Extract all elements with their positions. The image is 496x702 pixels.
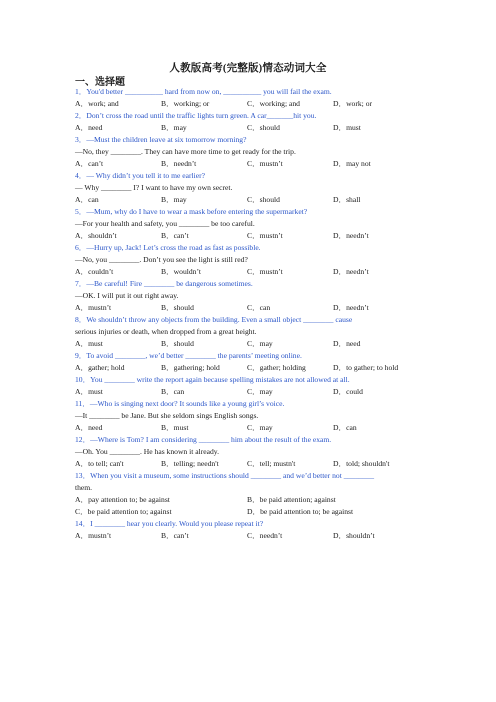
- answer-option: D．must: [333, 123, 361, 132]
- answer-option: D．be paid attention to; be against: [247, 507, 354, 516]
- answer-option: C．gather; holding: [247, 363, 306, 372]
- options-row: [75, 458, 425, 470]
- question-stem: 10．You ________ write the report again because spelling mistakes are not allowed at all.: [75, 375, 350, 384]
- options-row: [75, 122, 425, 134]
- answer-option: D．work; or: [333, 99, 373, 108]
- answer-option: B．telling; needn't: [161, 459, 219, 468]
- question-line: —OK. I will put it out right away.: [75, 291, 179, 300]
- options-row: [75, 506, 425, 518]
- answer-option: B．can’t: [161, 231, 189, 240]
- options-row: [75, 158, 425, 170]
- answer-option: D．need: [333, 339, 361, 348]
- answer-option: D．needn’t: [333, 231, 369, 240]
- answer-option: C．mustn’t: [247, 267, 283, 276]
- answer-option: C．may: [247, 339, 273, 348]
- question-line: —It ________ be Jane. But she seldom sings English songs.: [75, 411, 259, 420]
- answer-option: B．must: [161, 423, 189, 432]
- answer-option: A．must: [75, 339, 103, 348]
- answer-option: C．working; and: [247, 99, 300, 108]
- answer-option: D．could: [333, 387, 363, 396]
- answer-option: C．mustn’t: [247, 159, 283, 168]
- options-row: [75, 338, 425, 350]
- answer-option: D．told; shouldn't: [333, 459, 390, 468]
- options-row: [75, 494, 425, 506]
- answer-option: D．needn’t: [333, 267, 369, 276]
- answer-option: A．pay attention to; be against: [75, 495, 170, 504]
- question-line: —Oh. You ________. He has known it already.: [75, 447, 219, 456]
- answer-option: D．to gather; to hold: [333, 363, 399, 372]
- page-title: 人教版高考(完整版)情态动词大全: [169, 63, 327, 74]
- question-stem: 1．You'd better __________ hard from now on, __________ you will fail the exam.: [75, 87, 332, 96]
- answer-option: C．may: [247, 423, 273, 432]
- question-stem: 11．—Who is singing next door? It sounds like a young girl’s voice.: [75, 399, 285, 408]
- answer-option: C．may: [247, 387, 273, 396]
- answer-option: D．shall: [333, 195, 361, 204]
- answer-option: C．can: [247, 303, 271, 312]
- answer-option: A．work; and: [75, 99, 119, 108]
- question-stem: 7．—Be careful! Fire ________ be dangerous sometimes.: [75, 279, 253, 288]
- question-line: —No, you ________. Don’t you see the light is still red?: [75, 255, 248, 264]
- answer-option: C．should: [247, 123, 280, 132]
- question-stem: 3．—Must the children leave at six tomorrow morning?: [75, 135, 247, 144]
- question-stem: 4．— Why didn’t you tell it to me earlier?: [75, 171, 206, 180]
- answer-option: C．tell; mustn't: [247, 459, 296, 468]
- answer-option: B．can’t: [161, 531, 189, 540]
- answer-option: C．mustn’t: [247, 231, 283, 240]
- answer-option: C．needn’t: [247, 531, 283, 540]
- answer-option: A．must: [75, 387, 103, 396]
- answer-option: A．need: [75, 123, 103, 132]
- answer-option: A．can’t: [75, 159, 104, 168]
- answer-option: B．wouldn’t: [161, 267, 201, 276]
- answer-option: A．gather; hold: [75, 363, 125, 372]
- options-row: [75, 386, 425, 398]
- answer-option: B．should: [161, 303, 194, 312]
- answer-option: D．needn’t: [333, 303, 369, 312]
- options-row: [75, 98, 425, 110]
- question-stem: 13．When you visit a museum, some instructions should ________ and we’d better not ________: [75, 471, 375, 480]
- options-row: [75, 194, 425, 206]
- question-line: them.: [75, 483, 93, 492]
- answer-option: B．working; or: [161, 99, 210, 108]
- answer-option: A．need: [75, 423, 103, 432]
- answer-option: C．be paid attention to; against: [75, 507, 172, 516]
- options-row: [75, 530, 425, 542]
- answer-option: B．needn’t: [161, 159, 197, 168]
- answer-option: A．couldn’t: [75, 267, 114, 276]
- options-row: [75, 362, 425, 374]
- answer-option: A．mustn’t: [75, 531, 112, 540]
- answer-option: A．shouldn’t: [75, 231, 117, 240]
- answer-option: B．may: [161, 123, 187, 132]
- section-heading: 一、选择题: [75, 77, 125, 88]
- answer-option: B．be paid attention; against: [247, 495, 336, 504]
- question-list: [75, 86, 425, 542]
- question-stem: 12．—Where is Tom? I am considering ________ him about the result of the exam.: [75, 435, 332, 444]
- question-stem: 9．To avoid ________, we’d better ________ the parents’ meeting online.: [75, 351, 302, 360]
- question-stem: 2．Don’t cross the road until the traffic lights turn green. A car_______hit you.: [75, 111, 317, 120]
- options-row: [75, 266, 425, 278]
- answer-option: A．mustn’t: [75, 303, 112, 312]
- question-stem: 6．—Hurry up, Jack! Let’s cross the road as fast as possible.: [75, 243, 261, 252]
- question-line: serious injuries or death, when dropped from a great height.: [75, 327, 257, 336]
- answer-option: C．should: [247, 195, 280, 204]
- question-line: — Why ________ I? I want to have my own secret.: [75, 183, 233, 192]
- answer-option: B．gathering; hold: [161, 363, 220, 372]
- answer-option: B．can: [161, 387, 185, 396]
- answer-option: B．may: [161, 195, 187, 204]
- options-row: [75, 422, 425, 434]
- answer-option: B．should: [161, 339, 194, 348]
- answer-option: A．can: [75, 195, 99, 204]
- answer-option: D．may not: [333, 159, 371, 168]
- question-stem: 5．—Mum, why do I have to wear a mask before entering the supermarket?: [75, 207, 308, 216]
- answer-option: D．shouldn’t: [333, 531, 375, 540]
- options-row: [75, 302, 425, 314]
- options-row: [75, 230, 425, 242]
- question-line: —For your health and safety, you ________ be too careful.: [75, 219, 255, 228]
- answer-option: D．can: [333, 423, 357, 432]
- question-line: —No, they ________. They can have more time to get ready for the trip.: [75, 147, 296, 156]
- question-stem: 14．I ________ hear you clearly. Would you please repeat it?: [75, 519, 264, 528]
- answer-option: A．to tell; can't: [75, 459, 124, 468]
- question-stem: 8．We shouldn’t throw any objects from the building. Even a small object ________ cause: [75, 315, 353, 324]
